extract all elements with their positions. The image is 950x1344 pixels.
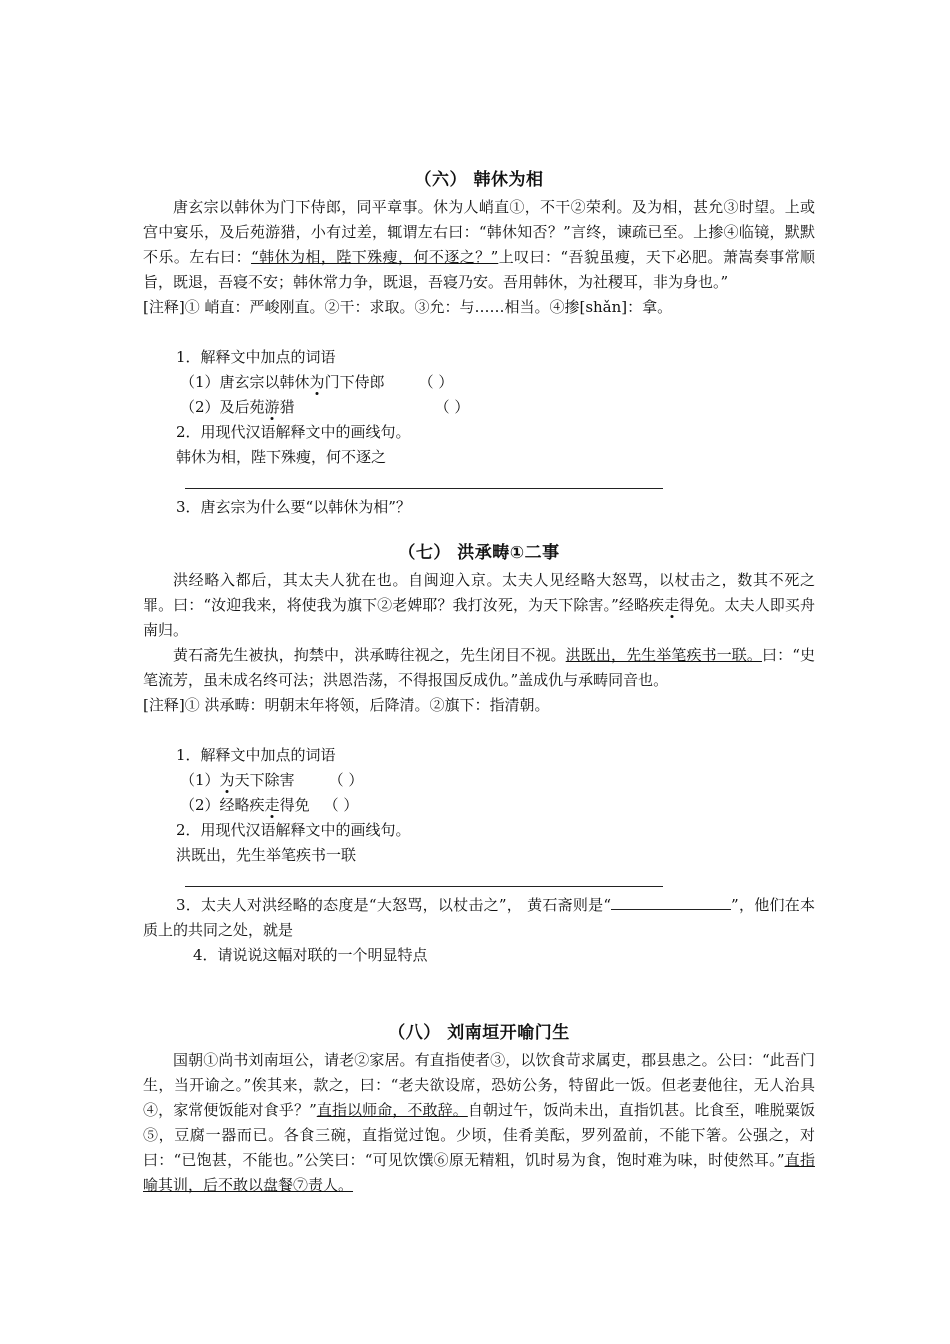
dotted-word: 走 [264, 796, 280, 814]
question-1-item-2 [143, 395, 815, 420]
section-8-title: （八） 刘南垣开喻门生 [388, 1023, 570, 1043]
section-7-passage-1 [143, 568, 815, 643]
answer-line[interactable] [185, 886, 663, 887]
passage-text: 唐玄宗以韩休为门下侍郎，同平章事。休为人峭直①，不干②荣利。及为相，甚允③时望。上或宫中宴乐，及后苑游猎，小有过差，辄谓左右曰：“韩休知否？”言终，谏疏已至。上掺④临镜，默默不乐。左右曰： [143, 198, 815, 266]
question-1: 1．解释文中加点的词语 [176, 746, 336, 764]
section-8-passage [143, 1048, 815, 1198]
question-text: ”，他们在本质上的共同之处，就是 [143, 896, 816, 939]
question-2-sentence: 韩休为相，陛下殊瘦，何不逐之 [176, 448, 387, 466]
dotted-word: 为 [309, 373, 325, 391]
item-text: （2）经略疾 [180, 796, 265, 814]
passage-text: 曰：“史笔流芳，虽未成名终可法；洪恩浩荡，不得报国反成仇。”盖成仇与承畴同音也。 [143, 646, 815, 689]
item-text: （1） [180, 771, 220, 789]
item-text: （2）及后苑 [180, 398, 265, 416]
passage-text: 国朝①尚书刘南垣公，请老②家居。有直指使者③，以饮食苛求属吏，郡县患之。公曰：“此吾门生，当开谕之。”俟其来，款之，曰：“老夫欲设席，恐妨公务，特留此一饭。但老妻他往，无人治具④，家常便饭能对食乎？” [143, 1051, 815, 1119]
section-6 [143, 165, 815, 520]
underlined-sentence: 直指以师命，不敢辞。 [316, 1101, 468, 1119]
question-1-item-2 [143, 793, 815, 818]
answer-blank[interactable]: （ ） [434, 398, 470, 416]
underlined-sentence: “韩休为相，陛下殊瘦，何不逐之？” [251, 248, 499, 266]
passage-text: 黄石斋先生被执，拘禁中，洪承畴往视之，先生闭目不视。 [173, 646, 566, 664]
section-7-passage-2 [143, 643, 815, 693]
question-3 [143, 893, 815, 943]
question-2: 2．用现代汉语解释文中的画线句。 [176, 821, 411, 839]
question-1: 1．解释文中加点的词语 [176, 348, 336, 366]
item-text: （1）唐玄宗以韩休 [180, 373, 310, 391]
passage-text: 自朝过午，饭尚未出，直指饥甚。比食至，唯脱粟饭⑤，豆腐一器而已。各食三碗，直指觉过饱。少顷，佳肴美酝，罗列盈前，不能下箸。公强之，对曰：“已饱甚，不能也。”公笑曰：“可见饮馔⑥原无精粗，饥时易为食，饱时难为味，时使然耳。” [143, 1101, 815, 1169]
section-7-title: （七） 洪承畴①二事 [398, 543, 560, 563]
question-1-item-1 [143, 768, 815, 793]
answer-blank[interactable]: （ ） [323, 796, 359, 814]
dotted-word: 游 [264, 398, 280, 416]
dotted-word: 为 [219, 771, 235, 789]
item-text: 得免 [279, 796, 310, 814]
dotted-word: 走 [664, 596, 680, 614]
passage-text: 洪经略入都后，其太夫人犹在也。自闽迎入京。太夫人见经略大怒骂，以杖击之，数其不死之罪。曰：“汝迎我来，将使我为旗下②老婢耶？我打汝死，为天下除害。”经略疾 [143, 571, 815, 614]
section-6-passage [143, 195, 815, 295]
item-text: 门下侍郎 [324, 373, 385, 391]
question-1-item-1 [143, 370, 815, 395]
underlined-sentence: 洪既出，先生举笔疾书一联。 [565, 646, 763, 664]
underlined-sentence: 直指喻其训，后不敢以盘餐⑦责人。 [143, 1151, 815, 1194]
item-text: 猎 [279, 398, 295, 416]
question-2: 2．用现代汉语解释文中的画线句。 [176, 423, 411, 441]
question-2-sentence: 洪既出，先生举笔疾书一联 [176, 846, 357, 864]
document-page [143, 165, 815, 1198]
question-4: 4．请说说这幅对联的一个明显特点 [193, 946, 428, 964]
item-text: 天下除害 [234, 771, 295, 789]
answer-blank[interactable]: （ ） [418, 373, 454, 391]
answer-blank[interactable]: （ ） [328, 771, 364, 789]
section-6-note: [注释]① 峭直：严峻刚直。②干：求取。③允：与……相当。④掺[shǎn]：拿。 [143, 298, 673, 316]
question-3: 3．唐玄宗为什么要“以韩休为相”？ [176, 498, 411, 516]
passage-text: 得免。太夫人即买舟南归。 [143, 596, 815, 639]
section-7 [143, 538, 815, 968]
question-text: 3．太夫人对洪经略的态度是“大怒骂，以杖击之”， 黄石斋则是“ [176, 896, 612, 914]
section-8 [143, 1018, 815, 1198]
passage-text: 上叹曰：“吾貌虽瘦，天下必肥。萧嵩奏事常顺旨，既退，吾寝不安；韩休常力争，既退，吾寝乃安。吾用韩休，为社稷耳，非为身也。” [143, 248, 816, 291]
answer-blank[interactable] [611, 894, 731, 910]
answer-line[interactable] [185, 488, 663, 489]
section-7-note: [注释]① 洪承畴：明朝末年将领，后降清。②旗下：指清朝。 [143, 696, 550, 714]
section-6-title: （六） 韩休为相 [414, 170, 544, 190]
